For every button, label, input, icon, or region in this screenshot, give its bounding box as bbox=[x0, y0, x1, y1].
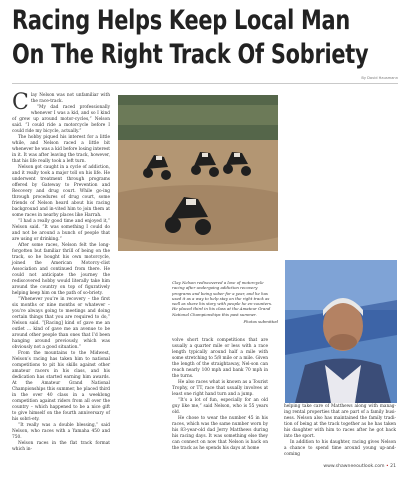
paragraph: “My dad raced professionally whenever I was a kid, and so I kind of grew up around motor-cycles,” Nelson said. “I could ride a motorcycle before I could ride my bicycle, actually.” bbox=[12, 105, 110, 134]
photo-credit: Photos submitted bbox=[243, 319, 278, 324]
article-column-2 bbox=[172, 338, 268, 452]
paragraph: He chose to wear the number 45 in his races, which was the same number worn by his 83-year-old dad Jerry Matthews during his racing days. It was something else they can connect on now that Nelson is back on the track as he spends his days at home bbox=[172, 416, 268, 451]
paragraph: Nelson races in the flat track format which in- bbox=[12, 441, 110, 452]
footer-bullet: • bbox=[385, 464, 389, 469]
page-number: 21 bbox=[390, 464, 396, 469]
racing-photo bbox=[118, 95, 278, 251]
footer-url: www.shawneeoutlook.com bbox=[323, 464, 385, 469]
byline: By David Hausmann bbox=[361, 76, 398, 80]
headline bbox=[12, 4, 369, 72]
header-rule bbox=[12, 83, 398, 84]
photo-caption: Clay Nelson rediscovered a love of motorcycle racing after undergoing addiction recovery programs and being sober for a year, and he has used it as a way to help stay on the right track as well as share his story with people he en-counters. He placed third in his class at the Amateur Grand National Championships this past summer. bbox=[172, 280, 273, 317]
paragraph: “It’s a lot of fun, especially for an old guy like me,” said Nelson, who is 55 years old. bbox=[172, 398, 268, 415]
paragraph: From the mountains to the Midwest, Nelson’s racing has taken him to national competitions to pit his skills against other amateur racers in his class, and his dedication has started earning him awards. At the Amateur Grand National Championships this summer, he placed third in the over 40 class in a weeklong competition against riders from all over the country – which happened to be a nice gift to give himself on the fourth anniversary of his sobri-ety. bbox=[12, 351, 110, 422]
article-column-3 bbox=[284, 404, 396, 458]
paragraph: The hobby piqued his interest for a little while, and Nelson raced a little bit whenever he was a kid before losing interest in it. It was after leaving the track, however, that his life really took a left turn. bbox=[12, 135, 110, 164]
headline-line-1: Racing Helps Keep Local Man bbox=[12, 5, 350, 36]
racing-photo-illustration bbox=[118, 95, 278, 251]
paragraph: lay Nelson was not unfamiliar with the race-track. bbox=[30, 93, 110, 104]
paragraph: “I had a really good time and enjoyed it,” Nelson said. “It was something I could do and not be around a bunch of people that are using or drinking.” bbox=[12, 219, 110, 242]
paragraph: “It really was a double blessing,” said Nelson, who races with a Yamaha 450 and 750. bbox=[12, 423, 110, 440]
paragraph: He also races what is known as a Tourist Trophy, or TT, race that usually involves at least one right hand turn and a jump. bbox=[172, 380, 268, 397]
paragraph: volve short track competitions that are usually a quarter mile or less with a race length typically around half a mile with some stretching to 5/8 mile or a mile. Given the length of the straightaway, Nel-son can reach nearly 100 mph and bank 70 mph in the turns. bbox=[172, 338, 268, 379]
portrait-photo-illustration bbox=[285, 260, 397, 403]
paragraph: Nelson got caught in a cycle of addiction, and it really took a major toll on his life. He underwent treatment through programs offered by Gateway to Prevention and Recovery and drug court. While go-ing through procedures of drug court, some friends of Nelson heard about his racing background and in-vited him to join them at some races in nearby places like Harrah. bbox=[12, 165, 110, 218]
article-column-1 bbox=[12, 90, 110, 453]
paragraph: helping take care of Matthews along with manag-ing rental properties that are part of a family busi-ness. Nelson also has maintained the family tradi-tion of being at the track together as he has taken his daughter with him to races after he got back into the sport. bbox=[284, 404, 396, 439]
paragraph: In addition to his daughter, racing gives Nelson a chance to spend time around young up-and-coming bbox=[284, 440, 396, 457]
drop-cap: C bbox=[12, 90, 29, 115]
paragraph: “Whenever you’re in recovery – the first six months or nine months or whatever – you’re always going to meetings and doing certain things that you are required to do,” Nelson said. “[Racing] kind of gave me an outlet … kind of gave me an avenue to be around other people than ones that I’d been hanging around previously, which was obviously not a good situation.” bbox=[12, 297, 110, 350]
page-footer bbox=[323, 464, 396, 469]
headline-line-2: On The Right Track Of Sobriety bbox=[12, 39, 369, 70]
portrait-photo bbox=[285, 260, 397, 403]
paragraph: After some races, Nelson felt the long-forgotten but familiar thrill of being on the track, so he bought his own motorcycle, joined the American Motorcy-clist Association and continued from there. He could not anticipate the journey the rediscovered hobby would literally take him around the country on top of figuratively helping keep him on the path of so-briety. bbox=[12, 243, 110, 296]
